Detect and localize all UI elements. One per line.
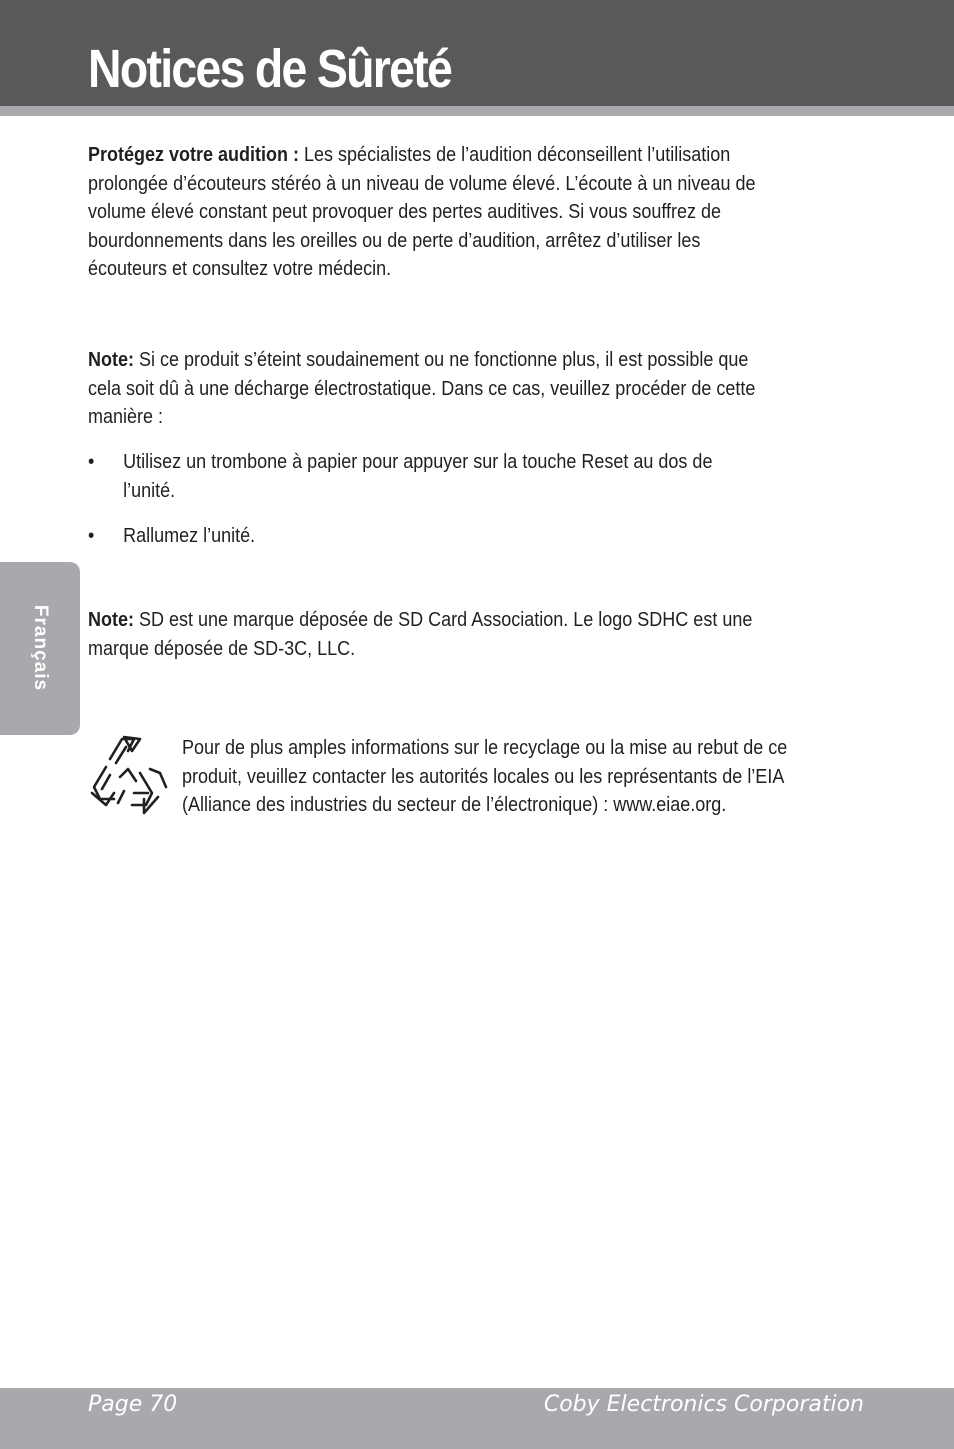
hearing-paragraph [88, 141, 759, 284]
page-number: Page 70 [88, 1392, 178, 1417]
esd-note-text: Si ce produit s’éteint soudainement ou ne fonctionne plus, il est possible que cela soit dû à une décharge électrostatique. Dans ce cas, veuillez procéder de cette manière : [88, 349, 756, 428]
language-side-tab [0, 562, 80, 735]
esd-note-lead: Note: [88, 349, 134, 371]
language-tab-label: Français [30, 604, 51, 692]
esd-note-paragraph [88, 346, 759, 432]
bullet-text: Utilisez un trombone à papier pour appuyer sur la touche Reset au dos de l’unité. [123, 451, 713, 502]
sd-note-lead: Note: [88, 609, 134, 631]
bullet-marker: • [88, 451, 95, 473]
page-title: Notices de Sûreté [88, 39, 452, 99]
sd-note-text: SD est une marque déposée de SD Card Association. Le logo SDHC est une marque déposée de SD-3C, LLC. [88, 609, 753, 660]
company-name: Coby Electronics Corporation [543, 1392, 864, 1417]
bullet-text: Rallumez l’unité. [123, 525, 256, 547]
recycle-icon [88, 733, 170, 817]
bullet-marker: • [88, 525, 95, 547]
hearing-lead: Protégez votre audition : [88, 144, 300, 166]
sd-note-paragraph [88, 606, 759, 663]
recycle-paragraph: Pour de plus amples informations sur le recyclage ou la mise au rebut de ce produit, veuillez contacter les autorités locales ou les représentants de l’EIA (Alliance des industries du secteur de l’électronique) : www.eiae.org. [182, 737, 788, 816]
hearing-text: Les spécialistes de l’audition déconseillent l’utilisation prolongée d’écouteurs stéréo à un niveau de volume élevé. L’écoute à un niveau de volume élevé constant peut provoquer des pertes auditives. Si vous souffrez de bourdonnements dans les oreilles ou de perte d’audition, arrêtez d’utiliser les écouteurs et consultez votre médecin. [88, 144, 756, 280]
header-accent-strip [0, 106, 954, 116]
